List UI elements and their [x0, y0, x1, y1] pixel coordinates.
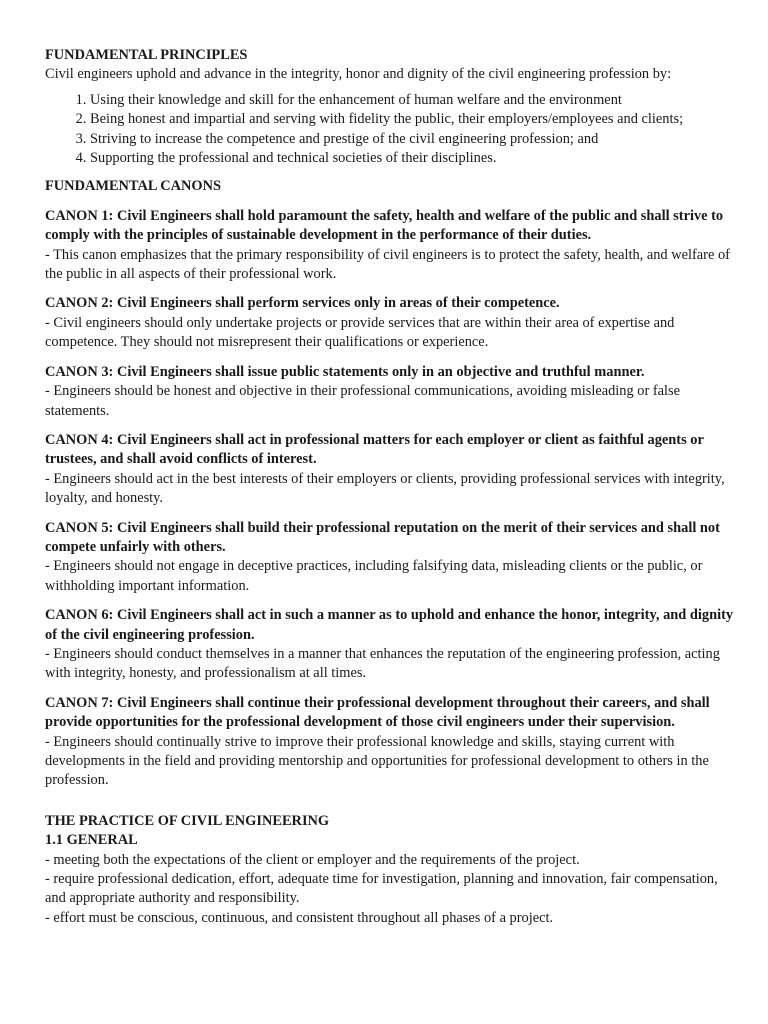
canon-text: - Engineers should be honest and objective in their professional communications, avoiding misleading or false statements. — [45, 383, 681, 419]
canon-7 — [45, 694, 735, 791]
principle-item: 4. Supporting the professional and technical societies of their disciplines. — [90, 149, 735, 168]
document-page — [45, 46, 735, 928]
principle-item: 1. Using their knowledge and skill for the enhancement of human welfare and the environment — [90, 91, 735, 110]
principles-list — [45, 91, 735, 169]
canon-title: CANON 5: Civil Engineers shall build their professional reputation on the merit of their services and shall not compete unfairly with others. — [45, 519, 720, 555]
practice-line: - effort must be conscious, continuous, and consistent throughout all phases of a project. — [45, 909, 554, 926]
principle-item: 3. Striving to increase the competence and prestige of the civil engineering profession; and — [90, 130, 735, 149]
canon-text: - Engineers should conduct themselves in a manner that enhances the reputation of the engineering profession, acting with integrity, honesty, and professionalism at all times. — [45, 645, 720, 682]
canon-1 — [45, 207, 735, 285]
canon-title: CANON 2: Civil Engineers shall perform services only in areas of their competence. — [45, 295, 560, 312]
canon-title: CANON 4: Civil Engineers shall act in professional matters for each employer or client as faithful agents or trustees, and shall avoid conflicts of interest. — [45, 431, 704, 468]
practice-subheading: 1.1 GENERAL — [45, 832, 138, 849]
canon-6 — [45, 606, 735, 684]
canon-title: CANON 1: Civil Engineers shall hold paramount the safety, health and welfare of the public and shall strive to comply with the principles of sustainable development in the performance of their duties. — [45, 207, 724, 244]
canon-4 — [45, 431, 735, 509]
practice-line: - meeting both the expectations of the client or employer and the requirements of the project. — [45, 851, 580, 868]
canon-text: - Civil engineers should only undertake projects or provide services that are within their area of expertise and competence. They should not misrepresent their qualifications or experience. — [45, 314, 675, 351]
principles-intro: Civil engineers uphold and advance in the integrity, honor and dignity of the civil engineering profession by: — [45, 66, 672, 83]
canon-text: - Engineers should continually strive to improve their professional knowledge and skills, staying current with developments in the field and providing mentorship and opportunities for professional development to others in the profession. — [45, 733, 709, 789]
canon-title: CANON 7: Civil Engineers shall continue their professional development throughout their careers, and shall provide opportunities for the professional development of those civil engineers under their supervision. — [45, 694, 710, 731]
practice-line: - require professional dedication, effort, adequate time for investigation, planning and innovation, fair compensation, and appropriate authority and responsibility. — [45, 871, 718, 907]
canon-text: - This canon emphasizes that the primary responsibility of civil engineers is to protect the safety, health, and welfare of the public in all aspects of their professional work. — [45, 246, 730, 283]
practice-section — [45, 812, 735, 928]
canon-2 — [45, 294, 735, 352]
principles-heading: FUNDAMENTAL PRINCIPLES — [45, 47, 248, 63]
canon-5 — [45, 519, 735, 597]
canon-text: - Engineers should not engage in deceptive practices, including falsifying data, misleading clients or the public, or withholding important information. — [45, 558, 703, 594]
canon-title: CANON 3: Civil Engineers shall issue public statements only in an objective and truthful manner. — [45, 363, 645, 380]
principle-item: 2. Being honest and impartial and serving with fidelity the public, their employers/employees and clients; — [90, 110, 735, 129]
canon-title: CANON 6: Civil Engineers shall act in such a manner as to uphold and enhance the honor, integrity, and dignity of the civil engineering profession. — [45, 607, 734, 643]
canon-3 — [45, 363, 735, 421]
canon-text: - Engineers should act in the best interests of their employers or clients, providing professional services with integrity, loyalty, and honesty. — [45, 470, 725, 507]
practice-heading: THE PRACTICE OF CIVIL ENGINEERING — [45, 812, 330, 829]
canons-heading: FUNDAMENTAL CANONS — [45, 178, 222, 195]
